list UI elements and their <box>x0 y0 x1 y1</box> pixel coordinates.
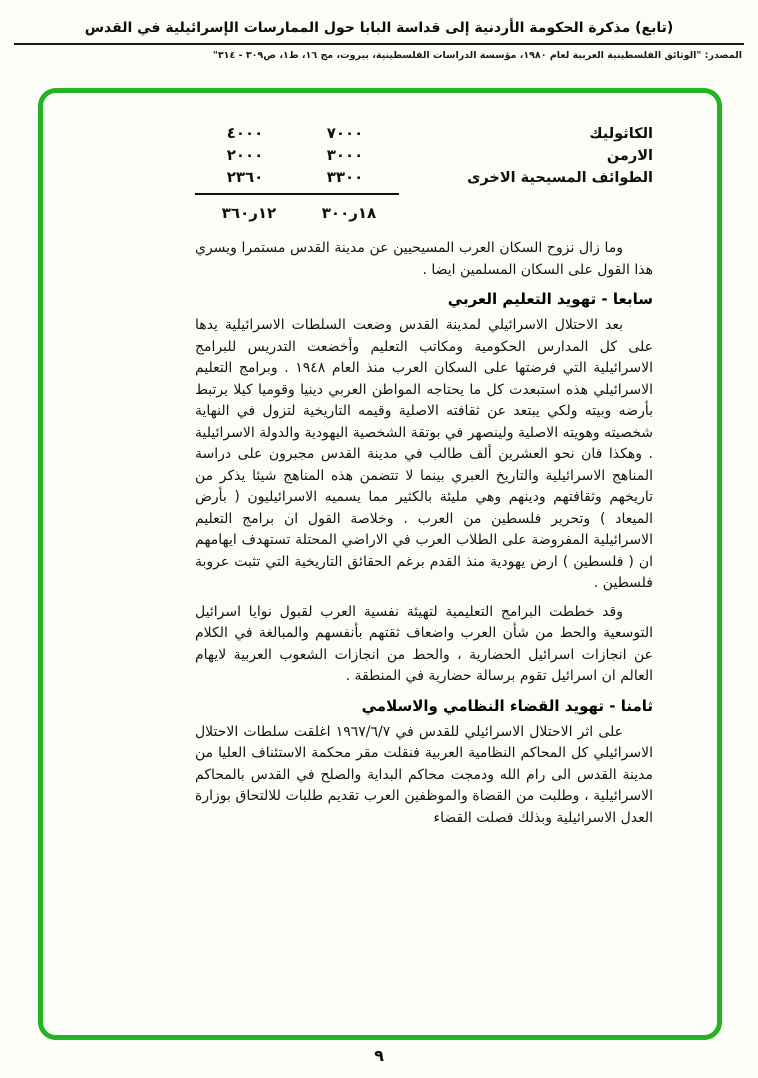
paragraph-christian-exodus: وما زال نزوح السكان العرب المسيحيين عن مدينة القدس مستمرا ويسري هذا القول على السكان المسلمين ايضا . <box>195 240 653 278</box>
row-value-col1: ٣٣٠٠ <box>326 168 364 186</box>
paragraph-education-programs: وقد خططت البرامج التعليمية لتهيئة نفسية العرب لقبول نوايا اسرائيل التوسعية والحط من شأن العرب واضعاف ثقتهم بأنفسهم والمبالغة في الكلام عن انجازات اسرائيل الحضارية ، والحط من انجازات الشعوب العربية لايهام العالم ان اسرائيل تقوم برسالة حضارية في المنطقة . <box>195 603 653 684</box>
row-value-col2: ٢٣٦٠ <box>226 168 264 186</box>
section-eight-heading: ثامنا - تهويد القضاء النظامي والاسلامي <box>361 696 653 715</box>
paragraph-education-judaization: بعد الاحتلال الاسرائيلي لمدينة القدس وضعت السلطات الاسرائيلية يدها على كل المدارس الحكومية ومكاتب التعليم وأخضعت التدريس للبرامج الاسرائيلية التي فرضتها على السكان العرب منذ العام ١٩٤٨ . وبرامج التعليم الاسرائيلي هذه استبعدت كل ما يحتاجه المواطن العربي دينيا وقوميا كيلا يرتبط بأرضه وبيته ولكي يبتعد عن ثقافته الاصلية وقيمه التاريخية لتزول في النهاية شخصيته وهويته الاصلية ولينصهر في بوتقة الشخصية اليهودية والدولة الاسرائيلية . وهكذا فان نحو العشرين ألف طالب في مدينة القدس مجبرون على دراسة المناهج الاسرائيلية والتاريخ العبري بينما لا تتضمن هذه المناهج شيئا يذكر من تاريخهم وثقافتهم ودينهم وهي مليئة بالكثير مما يسميه الاسرائيليون ( بأرض الميعاد ) وتحرير فلسطين من العرب . وخلاصة القول ان برامج التعليم الاسرائيلية المفروضة على الطلاب العرب في الاراضي المحتلة تستهدف ايهامهم ان ( فلسطين ) ارض يهودية منذ القدم برغم الحقائق التاريخية التي تثبت عروبة فلسطين . <box>195 317 653 591</box>
row-value-col1: ٧٠٠٠ <box>326 124 364 142</box>
header-divider <box>14 43 744 45</box>
table-row-other-christian <box>195 167 653 189</box>
page-number: ٩ <box>374 1046 384 1065</box>
row-value-col2: ٢٠٠٠ <box>226 146 264 164</box>
table-row-catholics <box>195 123 653 145</box>
row-value-col1: ٣٠٠٠ <box>326 146 364 164</box>
total-col2: ١٢ر٣٦٠ <box>221 204 277 222</box>
row-label: الارمن <box>606 148 653 164</box>
paragraph-judiciary-judaization: على اثر الاحتلال الاسرائيلي للقدس في ١٩٦٧/٦/٧ اغلقت سلطات الاحتلال الاسرائيلي كل المحاكم النظامية العربية فنقلت مقر محكمة الاستئناف العليا من مدينة القدس الى رام الله ودمجت محاكم البداية والصلح في القدس بالمحاكم الاسرائيلية ، وطلبت من القضاة والموظفين العرب تقديم طلبات للالتحاق بوزارة العدل الاسرائيلية وبذلك فصلت القضاء <box>195 723 653 826</box>
population-stats-table <box>195 123 653 224</box>
row-label: الطوائف المسيحية الاخرى <box>467 170 653 186</box>
row-label: الكاثوليك <box>589 126 653 142</box>
totals-values <box>195 193 399 224</box>
document-title: (تابع) مذكرة الحكومة الأردنية إلى قداسة البابا حول الممارسات الإسرائيلية في القدس <box>84 20 674 36</box>
table-totals-row <box>195 193 653 224</box>
document-header <box>0 0 758 61</box>
table-row-armenians <box>195 145 653 167</box>
total-col1: ١٨ر٣٠٠ <box>321 204 377 222</box>
page-body <box>195 123 653 836</box>
source-citation: المصدر: "الوثائق الفلسطينية العربية لعام ١٩٨٠، مؤسسة الدراسات الفلسطينية، بيروت، مج ١٦، ط١، ص٣٠٩ - ٣١٤" <box>212 50 742 61</box>
section-seven-heading: سابعا - تهويد التعليم العربي <box>447 290 653 308</box>
green-content-frame <box>38 88 722 1040</box>
row-value-col2: ٤٠٠٠ <box>226 124 264 142</box>
